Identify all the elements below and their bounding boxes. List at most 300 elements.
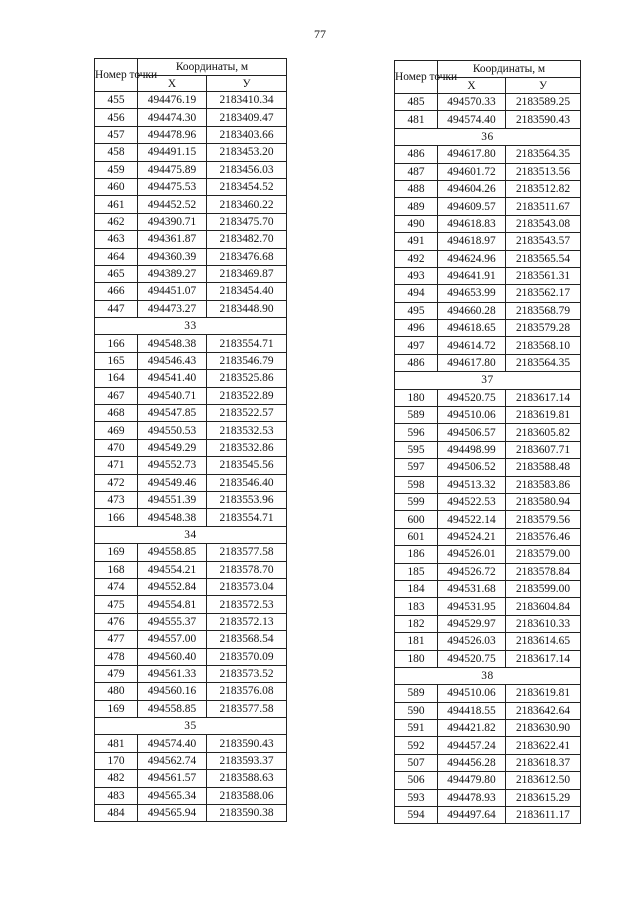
point-number-cell: 469 [95,422,138,439]
x-coordinate-cell: 494554.81 [138,596,207,613]
point-number-cell: 597 [395,459,438,476]
y-coordinate-cell: 2183522.89 [207,387,287,404]
point-number-cell: 594 [395,807,438,824]
x-coordinate-cell: 494540.71 [138,387,207,404]
table-header [395,61,581,94]
x-coordinate-cell: 494565.94 [138,805,207,822]
table-row [95,439,287,456]
point-number-cell: 181 [395,633,438,650]
x-header: Х [138,76,207,92]
point-number-cell: 598 [395,476,438,493]
x-coordinate-cell: 494618.65 [438,320,506,337]
point-number-cell: 506 [395,772,438,789]
point-number-cell: 164 [95,370,138,387]
table-row [95,265,287,282]
x-coordinate-cell: 494475.89 [138,161,207,178]
table-row [395,615,581,632]
section-number: 33 [95,318,287,335]
table-row [95,683,287,700]
table-row [95,509,287,526]
table-row [95,752,287,769]
point-number-cell: 183 [395,598,438,615]
table-row [95,578,287,595]
x-coordinate-cell: 494473.27 [138,300,207,317]
table-header [95,59,287,92]
point-number-cell: 466 [95,283,138,300]
x-coordinate-cell: 494624.96 [438,250,506,267]
x-coordinate-cell: 494474.30 [138,109,207,126]
table-row [395,772,581,789]
point-number-cell: 496 [395,320,438,337]
x-coordinate-cell: 494506.57 [438,424,506,441]
point-number-cell: 483 [95,787,138,804]
x-coordinate-cell: 494549.46 [138,474,207,491]
table-row [95,613,287,630]
table-row [95,126,287,143]
table-row [395,337,581,354]
x-coordinate-cell: 494510.06 [438,407,506,424]
y-coordinate-cell: 2183543.08 [506,215,581,232]
section-row [95,718,287,735]
point-number-cell: 186 [395,546,438,563]
point-number-cell: 169 [95,544,138,561]
point-number-cell: 460 [95,178,138,195]
x-coordinate-cell: 494475.53 [138,178,207,195]
point-number-cell: 489 [395,198,438,215]
y-coordinate-cell: 2183618.37 [506,754,581,771]
x-coordinate-cell: 494547.85 [138,405,207,422]
y-coordinate-cell: 2183522.57 [207,405,287,422]
point-number-cell: 166 [95,509,138,526]
x-coordinate-cell: 494565.34 [138,787,207,804]
x-coordinate-cell: 494390.71 [138,213,207,230]
y-coordinate-cell: 2183579.00 [506,546,581,563]
x-coordinate-cell: 494560.16 [138,683,207,700]
y-coordinate-cell: 2183599.00 [506,580,581,597]
y-coordinate-cell: 2183615.29 [506,789,581,806]
y-coordinate-cell: 2183583.86 [506,476,581,493]
x-coordinate-cell: 494618.83 [438,215,506,232]
y-coordinate-cell: 2183573.52 [207,665,287,682]
y-coordinate-cell: 2183460.22 [207,196,287,213]
point-number-cell: 484 [95,805,138,822]
point-number-cell: 461 [95,196,138,213]
x-coordinate-cell: 494617.80 [438,146,506,163]
x-coordinate-cell: 494479.80 [438,772,506,789]
y-coordinate-cell: 2183607.71 [506,441,581,458]
y-coordinate-cell: 2183564.35 [506,354,581,371]
point-number-header: Номер точки [395,61,438,94]
x-coordinate-cell: 494513.32 [438,476,506,493]
y-coordinate-cell: 2183578.84 [506,563,581,580]
x-coordinate-cell: 494418.55 [438,702,506,719]
y-coordinate-cell: 2183590.43 [506,111,581,128]
point-number-cell: 184 [395,580,438,597]
table-row [395,598,581,615]
point-number-cell: 468 [95,405,138,422]
table-row [395,163,581,180]
x-coordinate-cell: 494552.84 [138,578,207,595]
table-row [95,787,287,804]
table-row [95,805,287,822]
table-row [395,320,581,337]
table-row [395,528,581,545]
point-number-cell: 467 [95,387,138,404]
table-row [95,370,287,387]
table-row [395,685,581,702]
table-row [395,94,581,111]
y-coordinate-cell: 2183572.13 [207,613,287,630]
y-coordinate-cell: 2183576.46 [506,528,581,545]
table-row [95,352,287,369]
x-coordinate-cell: 494557.00 [138,631,207,648]
coordinates-table-right [394,60,581,824]
x-coordinate-cell: 494614.72 [438,337,506,354]
point-number-cell: 473 [95,491,138,508]
x-coordinate-cell: 494498.99 [438,441,506,458]
table-row [95,92,287,109]
table-row [395,215,581,232]
table-row [95,491,287,508]
point-number-cell: 485 [395,94,438,111]
x-coordinate-cell: 494548.38 [138,335,207,352]
y-coordinate-cell: 2183546.40 [207,474,287,491]
point-number-cell: 471 [95,457,138,474]
table-row [95,387,287,404]
y-coordinate-cell: 2183448.90 [207,300,287,317]
table-body [395,94,581,824]
point-number-cell: 447 [95,300,138,317]
x-coordinate-cell: 494452.52 [138,196,207,213]
coordinates-header: Координаты, м [138,59,287,76]
table-row [395,267,581,284]
y-coordinate-cell: 2183409.47 [207,109,287,126]
point-number-cell: 481 [395,111,438,128]
point-number-cell: 180 [395,650,438,667]
point-number-cell: 589 [395,407,438,424]
table-row [95,300,287,317]
y-coordinate-cell: 2183568.54 [207,631,287,648]
x-coordinate-cell: 494570.33 [438,94,506,111]
table-row [95,544,287,561]
point-number-cell: 459 [95,161,138,178]
y-coordinate-cell: 2183577.58 [207,700,287,717]
point-number-cell: 456 [95,109,138,126]
x-coordinate-cell: 494522.14 [438,511,506,528]
y-coordinate-cell: 2183612.50 [506,772,581,789]
point-number-cell: 478 [95,648,138,665]
y-coordinate-cell: 2183579.56 [506,511,581,528]
table-row [395,563,581,580]
y-coordinate-cell: 2183513.56 [506,163,581,180]
point-number-cell: 595 [395,441,438,458]
x-coordinate-cell: 494549.29 [138,439,207,456]
y-coordinate-cell: 2183565.54 [506,250,581,267]
x-coordinate-cell: 494552.73 [138,457,207,474]
table-row [95,665,287,682]
point-number-cell: 488 [395,180,438,197]
x-coordinate-cell: 494609.57 [438,198,506,215]
table-row [95,474,287,491]
table-row [395,233,581,250]
x-coordinate-cell: 494421.82 [438,720,506,737]
x-coordinate-cell: 494506.52 [438,459,506,476]
y-coordinate-cell: 2183532.53 [207,422,287,439]
y-coordinate-cell: 2183403.66 [207,126,287,143]
x-coordinate-cell: 494558.85 [138,700,207,717]
section-number: 37 [395,372,581,389]
table-row [95,631,287,648]
point-number-cell: 592 [395,737,438,754]
table-row [95,735,287,752]
table-row [395,459,581,476]
table-row [395,493,581,510]
y-coordinate-cell: 2183578.70 [207,561,287,578]
point-number-cell: 601 [395,528,438,545]
table-row [395,754,581,771]
point-number-cell: 507 [395,754,438,771]
y-coordinate-cell: 2183619.81 [506,407,581,424]
table-row [395,424,581,441]
x-coordinate-cell: 494550.53 [138,422,207,439]
y-coordinate-cell: 2183590.43 [207,735,287,752]
x-coordinate-cell: 494531.95 [438,598,506,615]
y-coordinate-cell: 2183617.14 [506,389,581,406]
y-coordinate-cell: 2183561.31 [506,267,581,284]
y-coordinate-cell: 2183568.79 [506,302,581,319]
table-row [95,335,287,352]
y-coordinate-cell: 2183580.94 [506,493,581,510]
y-coordinate-cell: 2183630.90 [506,720,581,737]
table-row [95,405,287,422]
point-number-cell: 481 [95,735,138,752]
table-row [395,146,581,163]
point-number-cell: 185 [395,563,438,580]
point-number-cell: 482 [95,770,138,787]
point-number-cell: 490 [395,215,438,232]
x-coordinate-cell: 494526.03 [438,633,506,650]
point-number-cell: 589 [395,685,438,702]
table-row [95,457,287,474]
point-number-cell: 474 [95,578,138,595]
point-number-cell: 493 [395,267,438,284]
table-row [395,789,581,806]
point-number-cell: 600 [395,511,438,528]
y-coordinate-cell: 2183588.06 [207,787,287,804]
table-row [95,178,287,195]
table-row [95,283,287,300]
y-coordinate-cell: 2183590.38 [207,805,287,822]
table-row [395,720,581,737]
point-number-cell: 599 [395,493,438,510]
table-row [95,109,287,126]
table-row [395,633,581,650]
y-coordinate-cell: 2183511.67 [506,198,581,215]
point-number-cell: 593 [395,789,438,806]
y-coordinate-cell: 2183589.25 [506,94,581,111]
x-coordinate-cell: 494601.72 [438,163,506,180]
table-row [395,580,581,597]
x-coordinate-cell: 494456.28 [438,754,506,771]
table-row [395,511,581,528]
y-coordinate-cell: 2183573.04 [207,578,287,595]
y-coordinate-cell: 2183454.40 [207,283,287,300]
y-coordinate-cell: 2183532.86 [207,439,287,456]
table-row [395,354,581,371]
point-number-cell: 470 [95,439,138,456]
y-coordinate-cell: 2183512.82 [506,180,581,197]
x-coordinate-cell: 494491.15 [138,144,207,161]
x-coordinate-cell: 494457.24 [438,737,506,754]
y-coordinate-cell: 2183605.82 [506,424,581,441]
y-coordinate-cell: 2183588.48 [506,459,581,476]
x-coordinate-cell: 494520.75 [438,650,506,667]
section-row [95,318,287,335]
x-coordinate-cell: 494361.87 [138,231,207,248]
x-coordinate-cell: 494548.38 [138,509,207,526]
y-coordinate-cell: 2183454.52 [207,178,287,195]
x-coordinate-cell: 494546.43 [138,352,207,369]
page-number: 77 [314,27,326,41]
table-row [95,648,287,665]
x-coordinate-cell: 494555.37 [138,613,207,630]
point-number-cell: 492 [395,250,438,267]
x-coordinate-cell: 494389.27 [138,265,207,282]
section-number: 35 [95,718,287,735]
y-coordinate-cell: 2183525.86 [207,370,287,387]
coordinates-table-left [94,58,287,822]
x-coordinate-cell: 494360.39 [138,248,207,265]
point-number-cell: 480 [95,683,138,700]
y-coordinate-cell: 2183588.63 [207,770,287,787]
section-row [395,128,581,145]
table-row [395,546,581,563]
section-row [95,526,287,543]
y-coordinate-cell: 2183572.53 [207,596,287,613]
point-number-cell: 465 [95,265,138,282]
x-coordinate-cell: 494561.33 [138,665,207,682]
x-coordinate-cell: 494510.06 [438,685,506,702]
x-coordinate-cell: 494562.74 [138,752,207,769]
x-coordinate-cell: 494478.96 [138,126,207,143]
section-number: 38 [395,667,581,684]
table-row [95,596,287,613]
y-coordinate-cell: 2183570.09 [207,648,287,665]
point-number-cell: 168 [95,561,138,578]
y-coordinate-cell: 2183554.71 [207,509,287,526]
y-coordinate-cell: 2183553.96 [207,491,287,508]
x-coordinate-cell: 494574.40 [138,735,207,752]
y-coordinate-cell: 2183554.71 [207,335,287,352]
point-number-cell: 591 [395,720,438,737]
table-row [95,161,287,178]
table-row [395,389,581,406]
point-number-cell: 486 [395,354,438,371]
table-row [95,213,287,230]
x-coordinate-cell: 494451.07 [138,283,207,300]
point-number-cell: 455 [95,92,138,109]
y-coordinate-cell: 2183562.17 [506,285,581,302]
x-coordinate-cell: 494551.39 [138,491,207,508]
x-coordinate-cell: 494641.91 [438,267,506,284]
point-number-cell: 590 [395,702,438,719]
y-coordinate-cell: 2183579.28 [506,320,581,337]
point-number-cell: 166 [95,335,138,352]
section-number: 36 [395,128,581,145]
y-coordinate-cell: 2183622.41 [506,737,581,754]
section-row [395,372,581,389]
table-row [395,198,581,215]
point-number-cell: 494 [395,285,438,302]
point-number-cell: 458 [95,144,138,161]
point-number-cell: 169 [95,700,138,717]
point-number-cell: 476 [95,613,138,630]
table-row [95,561,287,578]
x-header: Х [438,78,506,94]
y-coordinate-cell: 2183610.33 [506,615,581,632]
point-number-cell: 487 [395,163,438,180]
y-coordinate-cell: 2183614.65 [506,633,581,650]
y-coordinate-cell: 2183619.81 [506,685,581,702]
point-number-cell: 596 [395,424,438,441]
x-coordinate-cell: 494497.64 [438,807,506,824]
table-row [395,702,581,719]
x-coordinate-cell: 494529.97 [438,615,506,632]
point-number-cell: 491 [395,233,438,250]
table-row [395,737,581,754]
table-row [395,111,581,128]
y-coordinate-cell: 2183593.37 [207,752,287,769]
y-coordinate-cell: 2183476.68 [207,248,287,265]
y-coordinate-cell: 2183545.56 [207,457,287,474]
point-number-cell: 165 [95,352,138,369]
table-row [95,231,287,248]
x-coordinate-cell: 494574.40 [438,111,506,128]
x-coordinate-cell: 494524.21 [438,528,506,545]
x-coordinate-cell: 494554.21 [138,561,207,578]
y-coordinate-cell: 2183642.64 [506,702,581,719]
y-coordinate-cell: 2183453.20 [207,144,287,161]
x-coordinate-cell: 494653.99 [438,285,506,302]
table-row [95,422,287,439]
table-row [95,700,287,717]
y-coordinate-cell: 2183469.87 [207,265,287,282]
y-coordinate-cell: 2183617.14 [506,650,581,667]
y-coordinate-cell: 2183604.84 [506,598,581,615]
table-row [395,441,581,458]
y-coordinate-cell: 2183568.10 [506,337,581,354]
point-number-cell: 182 [395,615,438,632]
point-number-cell: 475 [95,596,138,613]
y-coordinate-cell: 2183576.08 [207,683,287,700]
x-coordinate-cell: 494560.40 [138,648,207,665]
point-number-cell: 477 [95,631,138,648]
table-row [95,196,287,213]
table-row [395,250,581,267]
y-coordinate-cell: 2183543.57 [506,233,581,250]
x-coordinate-cell: 494526.72 [438,563,506,580]
point-number-cell: 464 [95,248,138,265]
y-coordinate-cell: 2183564.35 [506,146,581,163]
x-coordinate-cell: 494478.93 [438,789,506,806]
coordinates-header: Координаты, м [438,61,581,78]
section-number: 34 [95,526,287,543]
point-number-cell: 479 [95,665,138,682]
point-number-cell: 497 [395,337,438,354]
y-coordinate-cell: 2183546.79 [207,352,287,369]
point-number-cell: 180 [395,389,438,406]
y-header: У [207,76,287,92]
